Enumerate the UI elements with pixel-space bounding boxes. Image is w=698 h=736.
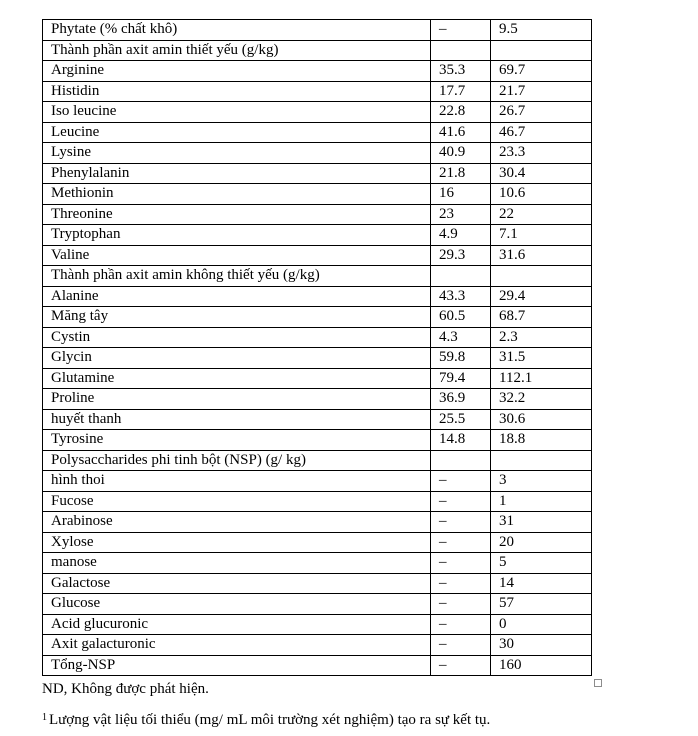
table-row	[43, 20, 592, 41]
data-table	[42, 19, 592, 676]
table-row	[43, 81, 592, 102]
value-cell-col2: 23	[431, 204, 491, 225]
table-row	[43, 655, 592, 676]
table-row	[43, 204, 592, 225]
row-label-cell: Tổng-NSP	[43, 655, 431, 676]
table-row	[43, 635, 592, 656]
value-cell-col2: 79.4	[431, 368, 491, 389]
value-cell-col3: 23.3	[491, 143, 592, 164]
value-cell-col2: –	[431, 594, 491, 615]
footnote-marker: 1	[42, 712, 47, 723]
row-label-cell: Histidin	[43, 81, 431, 102]
row-label-cell: Arabinose	[43, 512, 431, 533]
table-row	[43, 61, 592, 82]
table-row	[43, 368, 592, 389]
table-row	[43, 491, 592, 512]
value-cell-col2: 17.7	[431, 81, 491, 102]
table-row	[43, 389, 592, 410]
value-cell-col2: 41.6	[431, 122, 491, 143]
value-cell-col2: –	[431, 655, 491, 676]
value-cell-col2: –	[431, 553, 491, 574]
table-row	[43, 40, 592, 61]
value-cell-col2: 35.3	[431, 61, 491, 82]
value-cell-col2: 25.5	[431, 409, 491, 430]
value-cell-col2	[431, 266, 491, 287]
table-row	[43, 532, 592, 553]
value-cell-col2: –	[431, 20, 491, 41]
row-label-cell: manose	[43, 553, 431, 574]
value-cell-col2: 22.8	[431, 102, 491, 123]
row-label-cell: Thành phần axit amin không thiết yếu (g/kg)	[43, 266, 431, 287]
row-label-cell: Polysaccharides phi tinh bột (NSP) (g/ kg)	[43, 450, 431, 471]
value-cell-col3: 30.4	[491, 163, 592, 184]
row-label-cell: Alanine	[43, 286, 431, 307]
value-cell-col2: –	[431, 491, 491, 512]
value-cell-col3: 30	[491, 635, 592, 656]
table-row	[43, 286, 592, 307]
row-label-cell: hình thoi	[43, 471, 431, 492]
row-label-cell: Axit galacturonic	[43, 635, 431, 656]
footnote-1-text: Lượng vật liệu tối thiểu (mg/ mL môi trường xét nghiệm) tạo ra sự kết tụ.	[49, 712, 491, 728]
value-cell-col3: 29.4	[491, 286, 592, 307]
row-label-cell: Proline	[43, 389, 431, 410]
value-cell-col3: 10.6	[491, 184, 592, 205]
table-row	[43, 573, 592, 594]
value-cell-col2: –	[431, 614, 491, 635]
value-cell-col3: 30.6	[491, 409, 592, 430]
value-cell-col3: 69.7	[491, 61, 592, 82]
table-row	[43, 102, 592, 123]
row-label-cell: Acid glucuronic	[43, 614, 431, 635]
value-cell-col3: 57	[491, 594, 592, 615]
row-label-cell: Leucine	[43, 122, 431, 143]
value-cell-col3: 18.8	[491, 430, 592, 451]
value-cell-col2: 29.3	[431, 245, 491, 266]
table-resize-handle[interactable]	[594, 679, 602, 687]
value-cell-col2: 4.3	[431, 327, 491, 348]
value-cell-col2: 16	[431, 184, 491, 205]
table-row	[43, 143, 592, 164]
value-cell-col2	[431, 40, 491, 61]
row-label-cell: Fucose	[43, 491, 431, 512]
value-cell-col2: 14.8	[431, 430, 491, 451]
table-row	[43, 184, 592, 205]
row-label-cell: Galactose	[43, 573, 431, 594]
table-row	[43, 245, 592, 266]
value-cell-col3: 31	[491, 512, 592, 533]
value-cell-col3	[491, 40, 592, 61]
row-label-cell: Tryptophan	[43, 225, 431, 246]
row-label-cell: Cystin	[43, 327, 431, 348]
value-cell-col3: 26.7	[491, 102, 592, 123]
table-row	[43, 348, 592, 369]
table-body	[43, 20, 592, 676]
row-label-cell: Glutamine	[43, 368, 431, 389]
value-cell-col3: 160	[491, 655, 592, 676]
value-cell-col2: –	[431, 512, 491, 533]
value-cell-col3: 1	[491, 491, 592, 512]
value-cell-col3: 0	[491, 614, 592, 635]
row-label-cell: Lysine	[43, 143, 431, 164]
table-row	[43, 512, 592, 533]
value-cell-col3: 32.2	[491, 389, 592, 410]
value-cell-col2: 59.8	[431, 348, 491, 369]
table-row	[43, 471, 592, 492]
table-row	[43, 122, 592, 143]
value-cell-col2	[431, 450, 491, 471]
value-cell-col3	[491, 450, 592, 471]
table-row	[43, 163, 592, 184]
row-label-cell: huyết thanh	[43, 409, 431, 430]
table-row	[43, 266, 592, 287]
table-row	[43, 409, 592, 430]
row-label-cell: Glucose	[43, 594, 431, 615]
value-cell-col3: 14	[491, 573, 592, 594]
value-cell-col3: 20	[491, 532, 592, 553]
value-cell-col3: 31.5	[491, 348, 592, 369]
row-label-cell: Măng tây	[43, 307, 431, 328]
footnote-1	[42, 711, 490, 729]
value-cell-col2: –	[431, 532, 491, 553]
value-cell-col3: 3	[491, 471, 592, 492]
value-cell-col2: 60.5	[431, 307, 491, 328]
value-cell-col3: 22	[491, 204, 592, 225]
table-row	[43, 307, 592, 328]
row-label-cell: Xylose	[43, 532, 431, 553]
value-cell-col3: 9.5	[491, 20, 592, 41]
table-row	[43, 553, 592, 574]
row-label-cell: Iso leucine	[43, 102, 431, 123]
value-cell-col2: –	[431, 573, 491, 594]
value-cell-col2: 21.8	[431, 163, 491, 184]
row-label-cell: Arginine	[43, 61, 431, 82]
value-cell-col3: 112.1	[491, 368, 592, 389]
value-cell-col3: 5	[491, 553, 592, 574]
value-cell-col3	[491, 266, 592, 287]
value-cell-col2: 40.9	[431, 143, 491, 164]
table-row	[43, 614, 592, 635]
value-cell-col2: 43.3	[431, 286, 491, 307]
row-label-cell: Thành phần axit amin thiết yếu (g/kg)	[43, 40, 431, 61]
value-cell-col3: 46.7	[491, 122, 592, 143]
row-label-cell: Phytate (% chất khô)	[43, 20, 431, 41]
row-label-cell: Phenylalanin	[43, 163, 431, 184]
row-label-cell: Valine	[43, 245, 431, 266]
table-row	[43, 225, 592, 246]
footnote-nd: ND, Không được phát hiện.	[42, 681, 209, 697]
value-cell-col2: –	[431, 635, 491, 656]
table-row	[43, 327, 592, 348]
value-cell-col3: 31.6	[491, 245, 592, 266]
value-cell-col2: –	[431, 471, 491, 492]
value-cell-col3: 68.7	[491, 307, 592, 328]
value-cell-col3: 21.7	[491, 81, 592, 102]
row-label-cell: Methionin	[43, 184, 431, 205]
table-row	[43, 450, 592, 471]
value-cell-col3: 2.3	[491, 327, 592, 348]
table-row	[43, 430, 592, 451]
value-cell-col3: 7.1	[491, 225, 592, 246]
value-cell-col2: 36.9	[431, 389, 491, 410]
table-row	[43, 594, 592, 615]
row-label-cell: Tyrosine	[43, 430, 431, 451]
value-cell-col2: 4.9	[431, 225, 491, 246]
row-label-cell: Threonine	[43, 204, 431, 225]
row-label-cell: Glycin	[43, 348, 431, 369]
